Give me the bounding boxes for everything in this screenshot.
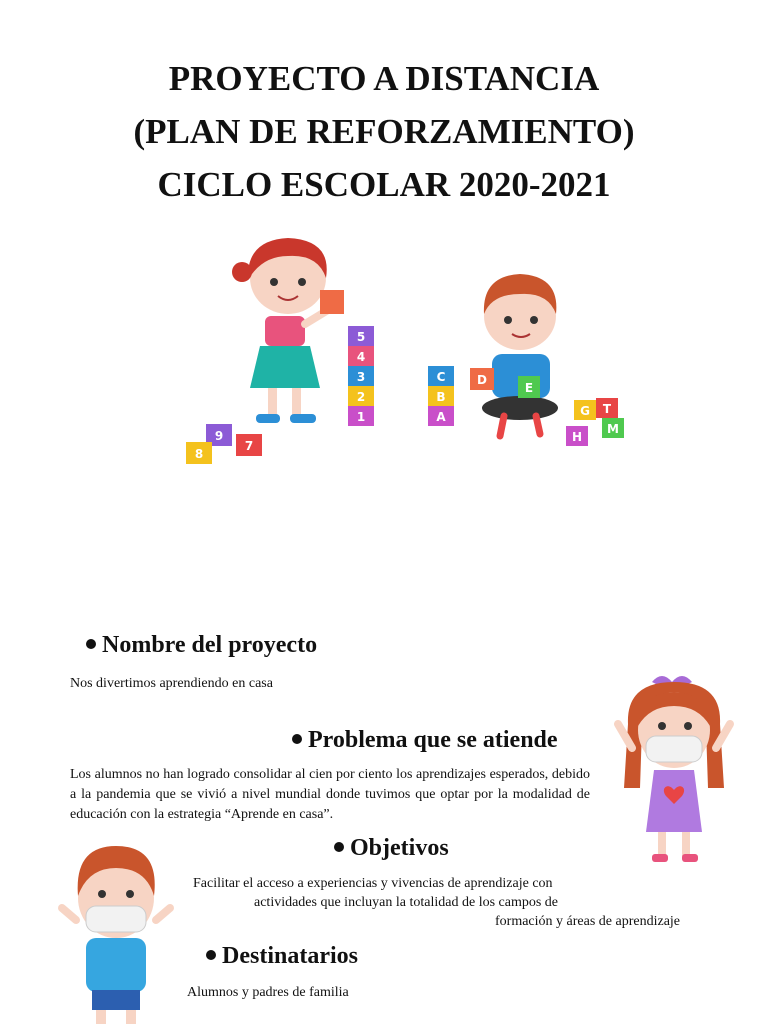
bullet-icon (292, 734, 302, 744)
boy-held-block: D (477, 373, 487, 387)
bullet-icon (334, 842, 344, 852)
nombre-body: Nos divertimos aprendiendo en casa (70, 676, 273, 691)
stack-number-block: 3 (356, 370, 366, 384)
letter-block-stack (428, 366, 454, 426)
bullet-icon (86, 639, 96, 649)
girl-held-block (320, 290, 344, 314)
stack-number-block: 2 (356, 390, 366, 404)
objetivos-line-2: actividades que incluyan la totalidad de los campos de (254, 895, 559, 910)
stack-letter-block: A (436, 410, 446, 424)
heading-label: Destinatarios (222, 943, 358, 969)
heading-label: Objetivos (350, 835, 449, 861)
floor-block: H (571, 430, 583, 444)
floor-block: T (602, 402, 612, 416)
boy-figure (482, 274, 558, 436)
floor-block: G (580, 404, 590, 418)
bullet-icon (206, 950, 216, 960)
section-heading-objetivos (334, 835, 449, 862)
destinatarios-body: Alumnos y padres de familia (187, 985, 349, 1000)
children-blocks-illustration (170, 228, 640, 478)
stack-number-block: 5 (356, 330, 366, 344)
title-line-1: PROYECTO A DISTANCIA (168, 59, 600, 98)
floor-block: M (607, 422, 619, 436)
objetivos-line-1: Facilitar el acceso a experiencias y vivencias de aprendizaje con (193, 876, 553, 891)
stack-number-block: 1 (356, 410, 366, 424)
title-line-3: CICLO ESCOLAR 2020-2021 (157, 165, 611, 204)
floor-blocks-left (186, 424, 262, 464)
floor-block: 8 (194, 447, 204, 461)
title-line-2: (PLAN DE REFORZAMIENTO) (133, 112, 635, 151)
stack-letter-block: B (436, 390, 446, 404)
stack-number-block: 4 (356, 350, 366, 364)
floor-block: 7 (244, 439, 254, 453)
heading-label: Problema que se atiende (308, 727, 558, 753)
section-heading-destinatarios (206, 943, 358, 970)
boy-held-block: E (524, 381, 534, 395)
heading-label: Nombre del proyecto (102, 632, 318, 658)
number-block-stack (348, 326, 374, 426)
problema-body: Los alumnos no han logrado consolidar al cien por ciento los aprendizajes esperados, debido a la pandemia que se vivió a nivel mundial donde tuvimos que optar por la modalidad de educación con la estrategia “Aprende en casa”. (70, 767, 590, 822)
document-title (0, 52, 768, 211)
boy-mask-illustration (56, 842, 178, 1024)
section-heading-nombre (86, 632, 317, 659)
floor-blocks-right (566, 398, 624, 446)
girl-figure (232, 238, 328, 423)
objetivos-line-3: formación y áreas de aprendizaje (495, 914, 681, 929)
floor-block: 9 (214, 429, 224, 443)
section-heading-problema (292, 727, 558, 754)
girl-mask-illustration (612, 664, 738, 874)
stack-letter-block: C (436, 370, 446, 384)
